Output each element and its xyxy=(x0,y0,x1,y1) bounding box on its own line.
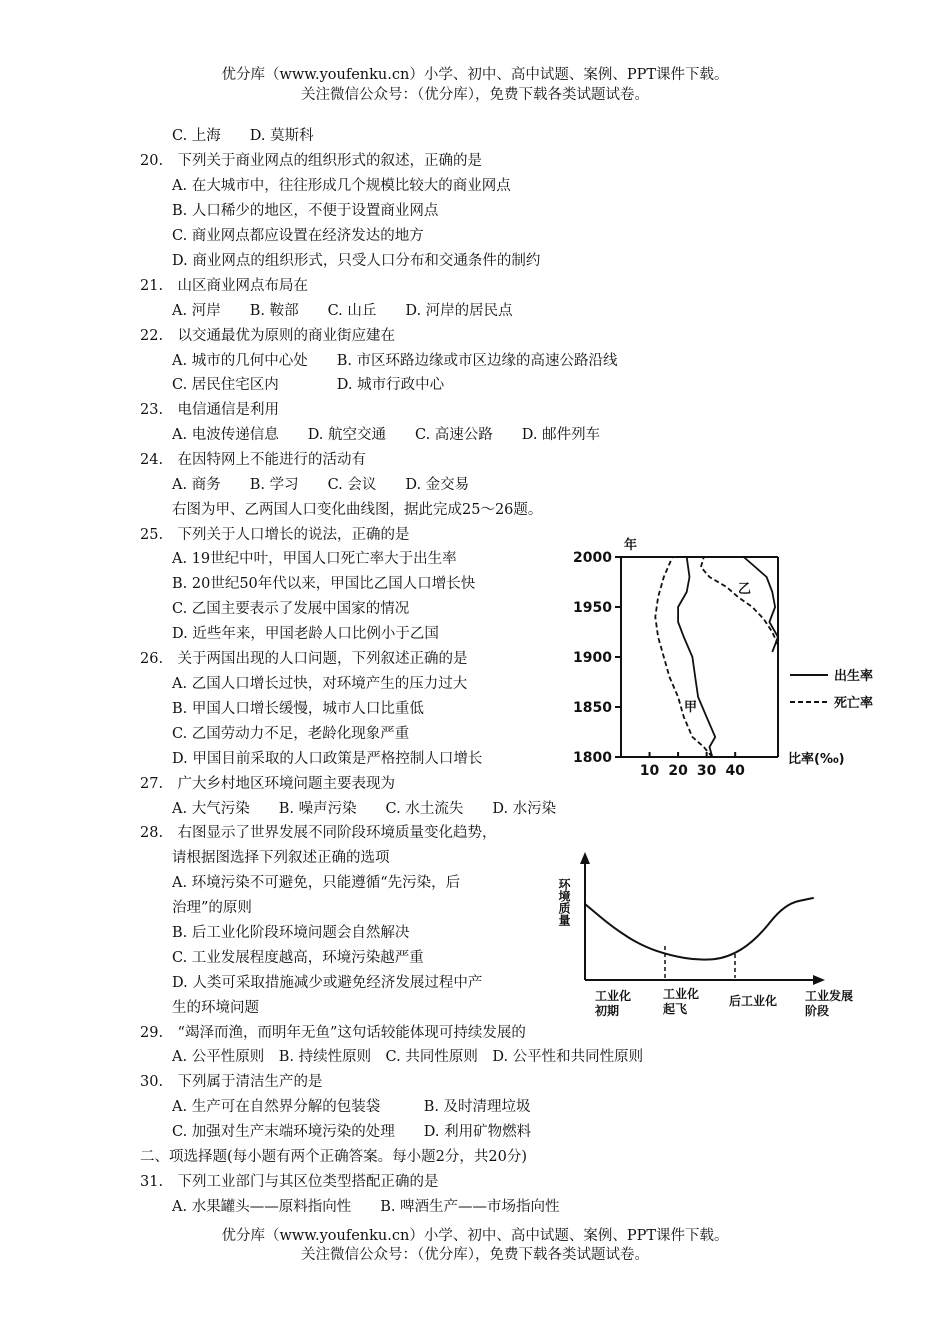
question-30: 30. 下列属于清洁生产的是 xyxy=(140,1074,323,1090)
pop-series-line-1 xyxy=(655,557,712,757)
option-line: D. 人类可采取措施减少或避免经济发展过程中产 xyxy=(172,975,483,991)
pop-series-line-0 xyxy=(678,557,715,757)
question-29: 29. “竭泽而渔，而明年无鱼”这句话较能体现可持续发展的 xyxy=(140,1025,526,1041)
pop-series xyxy=(655,557,778,757)
header-line-1: 优分库（www.youfenku.cn）小学、初中、高中试题、案例、PPT课件下载。 xyxy=(221,67,729,83)
env-y-label xyxy=(557,877,571,926)
footer-line-2: 关注微信公众号：（优分库），免费下载各类试题试卷。 xyxy=(301,1247,649,1263)
figure-intro: 右图为甲、乙两国人口变化曲线图，据此完成25～26题。 xyxy=(172,502,543,518)
label-jia: 甲 xyxy=(684,700,698,715)
env-quality-curve xyxy=(585,898,813,960)
option-line: A. 生产可在自然界分解的包装袋 B. 及时清理垃圾 xyxy=(172,1099,531,1115)
header-line-2: 关注微信公众号：（优分库），免费下载各类试题试卷。 xyxy=(301,87,649,103)
env-axes xyxy=(580,852,825,985)
pop-y-label: 年 xyxy=(624,538,638,553)
pop-y-tick-label: 1900 xyxy=(573,650,612,666)
option-line: A. 环境污染不可避免，只能遵循“先污染，后 xyxy=(172,875,461,891)
option-line: C. 乙国主要表示了发展中国家的情况 xyxy=(172,601,410,617)
legend-birth-rate: 出生率 xyxy=(834,669,874,684)
question-28-cont: 请根据图选择下列叙述正确的选项 xyxy=(172,850,390,866)
stage-early: 工业化初期 xyxy=(595,989,632,1018)
option-line: D. 甲国目前采取的人口政策是严格控制人口增长 xyxy=(172,751,483,767)
pop-y-tick-label: 1800 xyxy=(573,750,612,766)
pop-y-tick-label: 2000 xyxy=(573,550,612,566)
pop-x-tick-label: 10 xyxy=(639,763,660,779)
env-y-label-text: 环境质量 xyxy=(557,878,571,926)
option-line: A. 19世纪中叶，甲国人口死亡率大于出生率 xyxy=(172,551,457,567)
pop-series-line-3 xyxy=(701,557,778,645)
option-line: C. 商业网点都应设置在经济发达的地方 xyxy=(172,228,424,244)
env-x-arrow xyxy=(813,975,825,985)
option-line: C. 加强对生产末端环境污染的处理 D. 利用矿物燃料 xyxy=(172,1124,532,1140)
pop-x-tick-label: 20 xyxy=(668,763,688,779)
footer-line-1: 优分库（www.youfenku.cn）小学、初中、高中试题、案例、PPT课件下载。 xyxy=(221,1228,729,1244)
option-line: A. 河岸 B. 鞍部 C. 山丘 D. 河岸的居民点 xyxy=(172,303,513,319)
option-line: C. 上海 D. 莫斯科 xyxy=(172,128,314,144)
stage-takeoff: 工业化起飞 xyxy=(663,987,700,1016)
question-20: 20. 下列关于商业网点的组织形式的叙述，正确的是 xyxy=(140,153,483,169)
option-line-cont: 治理”的原则 xyxy=(172,900,252,916)
environment-quality-chart xyxy=(555,850,865,1025)
question-26: 26. 关于两国出现的人口问题，下列叙述正确的是 xyxy=(140,651,468,667)
option-line: C. 乙国劳动力不足，老龄化现象严重 xyxy=(172,726,410,742)
question-31: 31. 下列工业部门与其区位类型搭配正确的是 xyxy=(140,1174,439,1190)
question-21: 21. 山区商业网点布局在 xyxy=(140,278,309,294)
legend-death-rate: 死亡率 xyxy=(834,696,874,711)
pop-y-tick-label: 1850 xyxy=(573,700,612,716)
option-line: C. 工业发展程度越高，环境污染越严重 xyxy=(172,950,424,966)
question-23: 23. 电信通信是利用 xyxy=(140,402,280,418)
option-line: A. 水果罐头——原料指向性 B. 啤酒生产——市场指向性 xyxy=(172,1199,560,1215)
stage-post: 后工业化 xyxy=(729,994,778,1008)
option-line: C. 居民住宅区内 D. 城市行政中心 xyxy=(172,377,445,393)
question-27: 27. 广大乡村地区环境问题主要表现为 xyxy=(140,776,396,792)
pop-y-ticks xyxy=(573,550,621,766)
option-line: A. 在大城市中，往往形成几个规模比较大的商业网点 xyxy=(172,178,511,194)
pop-x-tick-label: 30 xyxy=(696,763,717,779)
question-28: 28. 右图显示了世界发展不同阶段环境质量变化趋势， xyxy=(140,825,497,841)
question-25: 25. 下列关于人口增长的说法，正确的是 xyxy=(140,527,410,543)
option-line: A. 电波传递信息 D. 航空交通 C. 高速公路 D. 邮件列车 xyxy=(172,427,601,443)
option-line: B. 后工业化阶段环境问题会自然解决 xyxy=(172,925,410,941)
pop-axes xyxy=(621,557,778,757)
label-yi: 乙 xyxy=(738,582,752,597)
pop-y-tick-label: 1950 xyxy=(573,600,612,616)
option-line-cont: 生的环境问题 xyxy=(172,1000,259,1016)
option-line: B. 人口稀少的地区，不便于设置商业网点 xyxy=(172,203,439,219)
env-y-arrow xyxy=(580,852,590,864)
question-24: 24. 在因特网上不能进行的活动有 xyxy=(140,452,367,468)
option-line: A. 城市的几何中心处 B. 市区环路边缘或市区边缘的高速公路沿线 xyxy=(172,353,618,369)
option-line: A. 商务 B. 学习 C. 会议 D. 金交易 xyxy=(172,477,470,493)
option-line: A. 大气污染 B. 噪声污染 C. 水土流失 D. 水污染 xyxy=(172,801,557,817)
option-line: B. 20世纪50年代以来，甲国比乙国人口增长快 xyxy=(172,576,476,592)
option-line: A. 乙国人口增长过快，对环境产生的压力过大 xyxy=(172,676,468,692)
pop-x-tick-label: 40 xyxy=(725,763,745,779)
option-line: A. 公平性原则 B. 持续性原则 C. 共同性原则 D. 公平性和共同性原则 xyxy=(172,1049,644,1065)
option-line: D. 商业网点的组织形式，只受人口分布和交通条件的制约 xyxy=(172,253,541,269)
option-line: D. 近些年来，甲国老龄人口比例小于乙国 xyxy=(172,626,439,642)
pop-legend xyxy=(790,668,873,711)
option-line: B. 甲国人口增长缓慢，城市人口比重低 xyxy=(172,701,424,717)
pop-x-label: 比率(‰) xyxy=(788,752,845,767)
stage-axis-label: 工业发展阶段 xyxy=(805,989,854,1018)
section-title: 二、项选择题(每小题有两个正确答案。每小题2分，共20分) xyxy=(140,1149,527,1165)
question-22: 22. 以交通最优为原则的商业街应建在 xyxy=(140,328,396,344)
population-chart xyxy=(572,535,902,785)
